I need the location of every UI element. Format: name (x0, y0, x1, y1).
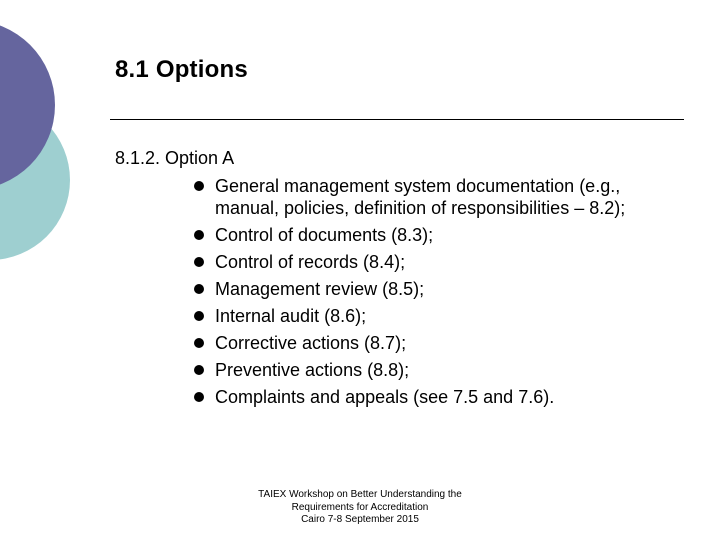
bullet-item (193, 224, 663, 246)
footer-line: TAIEX Workshop on Better Understanding the (258, 489, 462, 500)
bullet-item (193, 332, 663, 354)
bullet-dot-icon (194, 338, 204, 348)
bullet-dot-icon (194, 257, 204, 267)
decorative-circles (0, 0, 120, 300)
bullet-item (193, 175, 663, 219)
bullet-dot-icon (194, 311, 204, 321)
bullet-text: Corrective actions (8.7); (215, 333, 407, 353)
bullet-dot-icon (194, 392, 204, 402)
slide-footer (240, 489, 480, 527)
bullet-text: General management system documentation (e.g., manual, policies, definition of responsibilities – 8.2); (215, 176, 626, 218)
slide-title: 8.1 Options (115, 56, 248, 83)
bullet-dot-icon (194, 365, 204, 375)
bullet-list (193, 175, 663, 413)
bullet-item (193, 305, 663, 327)
footer-line: Cairo 7-8 September 2015 (301, 514, 419, 525)
bullet-item (193, 251, 663, 273)
bullet-text: Control of documents (8.3); (215, 225, 434, 245)
bullet-text: Preventive actions (8.8); (215, 360, 410, 380)
bullet-text: Management review (8.5); (215, 279, 425, 299)
bullet-text: Control of records (8.4); (215, 252, 406, 272)
bullet-item (193, 386, 663, 408)
title-divider (110, 119, 684, 120)
footer-line: Requirements for Accreditation (291, 501, 429, 513)
bullet-dot-icon (194, 230, 204, 240)
bullet-dot-icon (194, 181, 204, 191)
section-subtitle: 8.1.2. Option A (115, 148, 235, 168)
bullet-dot-icon (194, 284, 204, 294)
bullet-item (193, 359, 663, 381)
bullet-item (193, 278, 663, 300)
bullet-text: Complaints and appeals (see 7.5 and 7.6). (215, 387, 555, 407)
bullet-text: Internal audit (8.6); (215, 306, 367, 326)
